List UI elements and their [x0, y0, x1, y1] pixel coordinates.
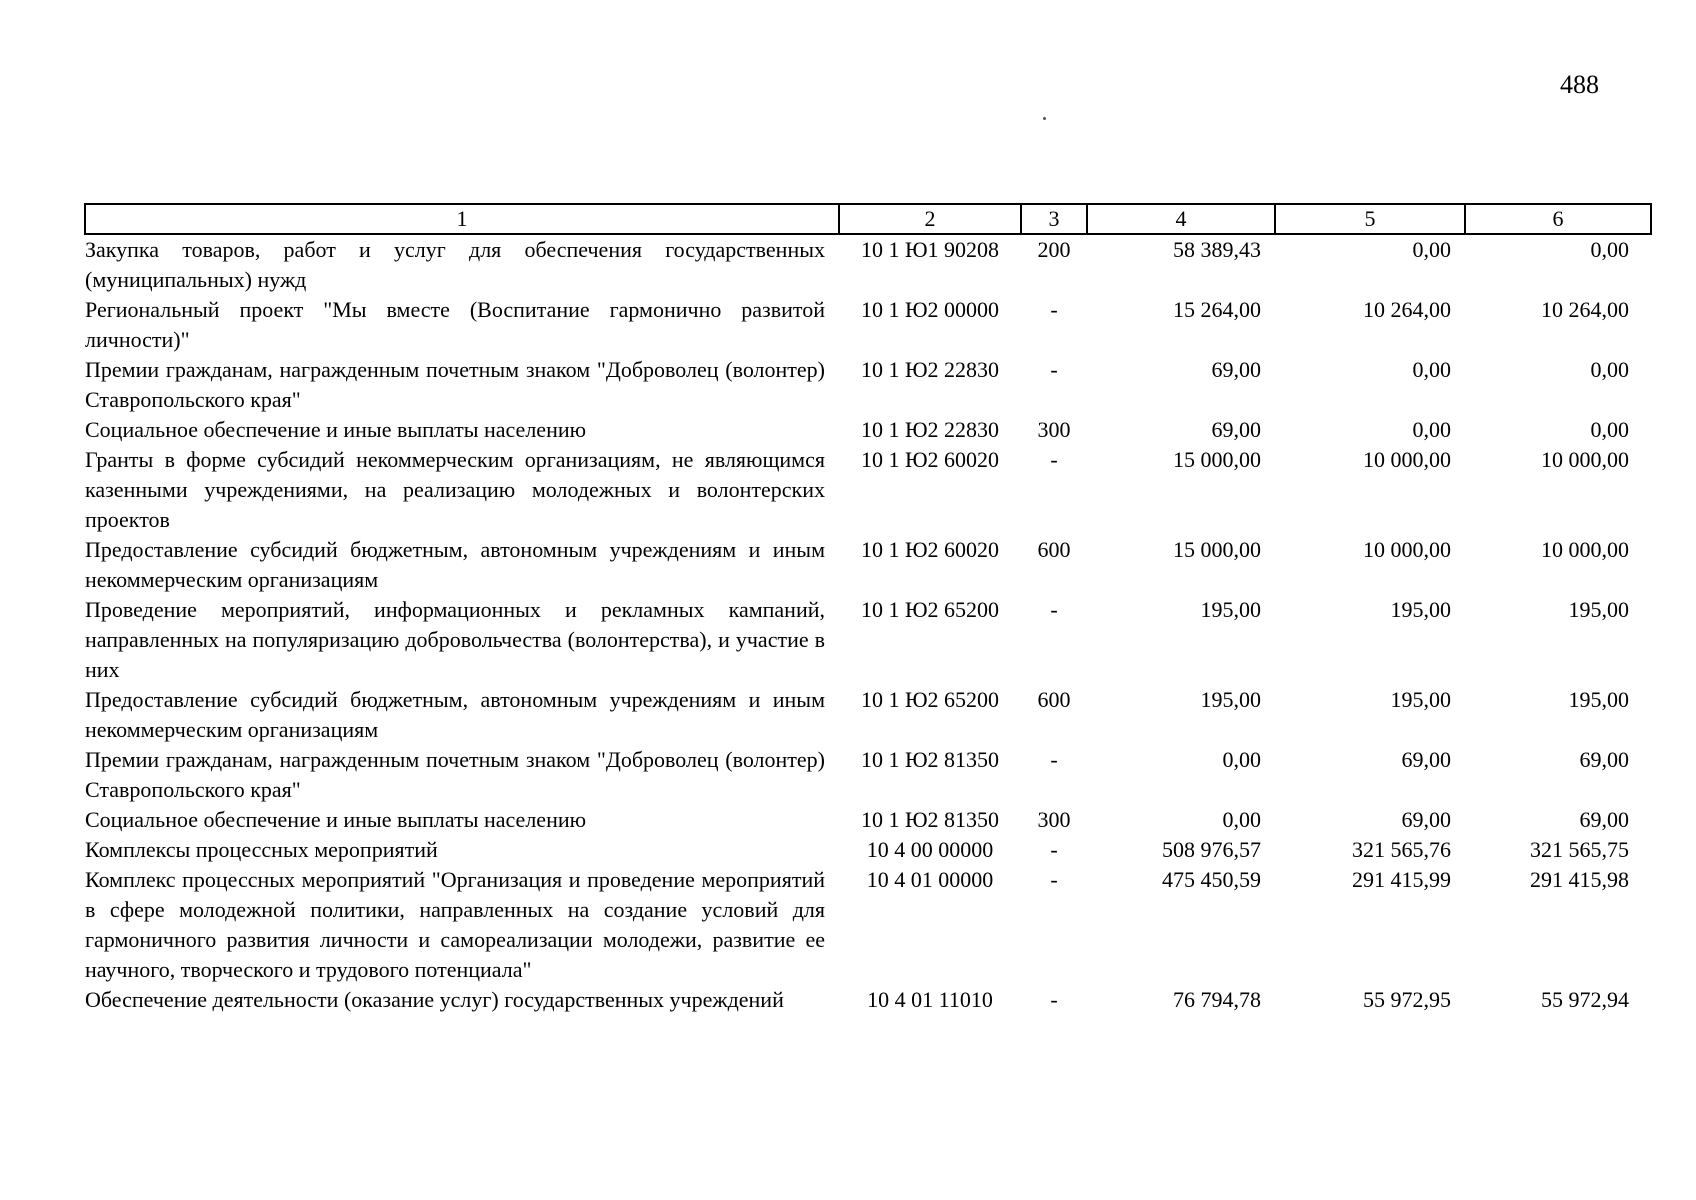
row-value-5: 0,00: [1412, 357, 1451, 382]
header-col-6: 6: [1465, 204, 1651, 234]
header-col-4: 4: [1087, 204, 1275, 234]
row-value-6: 0,00: [1590, 417, 1629, 442]
table-row: [85, 805, 1651, 835]
row-value-4: 15 000,00: [1173, 537, 1261, 562]
row-kind: -: [1050, 837, 1058, 862]
row-value-4: 0,00: [1222, 807, 1261, 832]
row-value-6: 10 000,00: [1541, 537, 1629, 562]
row-value-6: 195,00: [1568, 687, 1629, 712]
row-name: Предоставление субсидий бюджетным, автономным учреждениям и иным некоммерческим организациям: [85, 687, 825, 742]
row-kind: 600: [1037, 537, 1071, 562]
row-value-5: 291 415,99: [1352, 867, 1451, 892]
row-name: Гранты в форме субсидий некоммерческим организациям, не являющимся казенными учреждениями, на реализацию молодежных и волонтерских проектов: [85, 447, 825, 532]
row-kind: 200: [1037, 237, 1071, 262]
row-kind: 300: [1037, 417, 1071, 442]
row-value-6: 69,00: [1579, 747, 1629, 772]
row-kind: -: [1050, 297, 1058, 322]
table-header-row: [85, 204, 1651, 234]
row-value-6: 0,00: [1590, 357, 1629, 382]
scan-speck: [1043, 117, 1046, 120]
row-name: Премии гражданам, награжденным почетным знаком "Доброволец (волонтер) Ставропольского края": [85, 357, 825, 412]
row-name: Закупка товаров, работ и услуг для обеспечения государственных (муниципальных) нужд: [85, 237, 825, 292]
row-code: 10 1 Ю2 22830: [860, 417, 1000, 442]
row-code: 10 4 01 00000: [866, 867, 994, 892]
header-col-5: 5: [1275, 204, 1465, 234]
row-value-4: 15 264,00: [1173, 297, 1261, 322]
row-value-5: 10 264,00: [1363, 297, 1451, 322]
row-value-4: 76 794,78: [1173, 987, 1261, 1012]
row-kind: -: [1050, 747, 1058, 772]
table-row: [85, 295, 1651, 355]
row-code: 10 1 Ю2 65200: [860, 597, 1000, 622]
row-name: Социальное обеспечение и иные выплаты населению: [85, 807, 587, 832]
row-code: 10 1 Ю2 81350: [860, 807, 1000, 832]
table-row: [85, 595, 1651, 685]
row-value-6: 55 972,94: [1541, 987, 1629, 1012]
row-value-5: 55 972,95: [1363, 987, 1451, 1012]
row-name: Предоставление субсидий бюджетным, автономным учреждениям и иным некоммерческим организациям: [85, 537, 825, 592]
table-row: [85, 445, 1651, 535]
row-code: 10 1 Ю2 60020: [860, 537, 1000, 562]
row-value-5: 195,00: [1390, 687, 1451, 712]
row-code: 10 1 Ю2 22830: [860, 357, 1000, 382]
row-value-4: 0,00: [1222, 747, 1261, 772]
row-value-4: 15 000,00: [1173, 447, 1261, 472]
row-value-5: 321 565,76: [1352, 837, 1451, 862]
row-kind: -: [1050, 597, 1058, 622]
table-row: [85, 355, 1651, 415]
row-kind: 600: [1037, 687, 1071, 712]
row-value-6: 10 264,00: [1541, 297, 1629, 322]
row-name: Премии гражданам, награжденным почетным знаком "Доброволец (волонтер) Ставропольского края": [85, 747, 825, 802]
row-value-5: 69,00: [1401, 807, 1451, 832]
row-value-4: 58 389,43: [1173, 237, 1261, 262]
table-row: [85, 535, 1651, 595]
row-value-4: 195,00: [1200, 687, 1261, 712]
row-kind: -: [1050, 867, 1058, 892]
row-name: Обеспечение деятельности (оказание услуг) государственных учреждений: [85, 987, 784, 1012]
table-row: [85, 865, 1651, 985]
row-code: 10 1 Ю1 90208: [860, 237, 1000, 262]
row-value-6: 321 565,75: [1530, 837, 1629, 862]
row-code: 10 1 Ю2 65200: [860, 687, 1000, 712]
row-value-4: 69,00: [1211, 417, 1261, 442]
row-name: Комплексы процессных мероприятий: [85, 837, 438, 862]
row-code: 10 4 01 11010: [867, 987, 993, 1012]
row-value-5: 0,00: [1412, 237, 1451, 262]
row-value-4: 195,00: [1200, 597, 1261, 622]
row-kind: 300: [1037, 807, 1071, 832]
row-code: 10 1 Ю2 60020: [860, 447, 1000, 472]
table-row: [85, 835, 1651, 865]
row-code: 10 1 Ю2 81350: [860, 747, 1000, 772]
row-value-6: 10 000,00: [1541, 447, 1629, 472]
row-value-6: 291 415,98: [1530, 867, 1629, 892]
row-name: Региональный проект "Мы вместе (Воспитание гармонично развитой личности)": [85, 297, 825, 352]
table-row: [85, 415, 1651, 445]
row-value-4: 475 450,59: [1162, 867, 1261, 892]
row-kind: -: [1050, 987, 1058, 1012]
table-row: [85, 685, 1651, 745]
page-number: 488: [1560, 70, 1599, 99]
header-col-3: 3: [1021, 204, 1087, 234]
row-value-4: 508 976,57: [1162, 837, 1261, 862]
budget-table: [84, 203, 1652, 1015]
row-kind: -: [1050, 357, 1058, 382]
row-code: 10 1 Ю2 00000: [860, 297, 1000, 322]
row-name: Социальное обеспечение и иные выплаты населению: [85, 417, 587, 442]
row-value-6: 195,00: [1568, 597, 1629, 622]
row-value-5: 10 000,00: [1363, 537, 1451, 562]
row-value-6: 69,00: [1579, 807, 1629, 832]
row-kind: -: [1050, 447, 1058, 472]
row-value-5: 69,00: [1401, 747, 1451, 772]
row-name: Проведение мероприятий, информационных и рекламных кампаний, направленных на популяризацию добровольчества (волонтерства), и участие в них: [85, 597, 825, 682]
row-value-5: 10 000,00: [1363, 447, 1451, 472]
table-row: [85, 745, 1651, 805]
row-value-4: 69,00: [1211, 357, 1261, 382]
header-col-1: 1: [85, 204, 839, 234]
row-name: Комплекс процессных мероприятий "Организация и проведение мероприятий в сфере молодежной политики, направленных на создание условий для гармоничного развития личности и самореализации молодежи, развитие ее научного, творческого и трудового потенциала": [85, 867, 825, 982]
row-value-5: 195,00: [1390, 597, 1451, 622]
header-col-2: 2: [839, 204, 1021, 234]
table-row: [85, 985, 1651, 1015]
row-code: 10 4 00 00000: [866, 837, 994, 862]
row-value-6: 0,00: [1590, 237, 1629, 262]
table-row: [85, 234, 1651, 295]
row-value-5: 0,00: [1412, 417, 1451, 442]
